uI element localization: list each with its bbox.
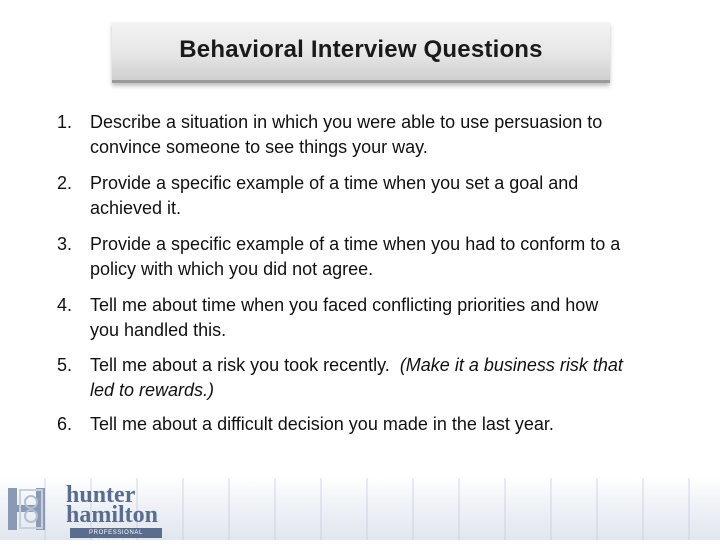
question-text-line2: led to rewards.) [90,380,215,400]
question-text-line1: Tell me about time when you faced conflicting priorities and how [90,295,599,315]
question-text-line1: Describe a situation in which you were able to use persuasion to [90,112,603,132]
footer-banner [0,478,720,546]
question-text-plain: Tell me about a risk you took recently. [90,355,400,375]
question-text-line1 [90,353,623,377]
question-number: 5. [57,355,73,375]
question-number: 1. [57,112,73,132]
question-text-line1: Tell me about a difficult decision you made in the last year. [90,414,554,434]
question-text-line1: Provide a specific example of a time when you set a goal and [90,173,579,193]
hunter-hamilton-logo-mark [6,484,60,534]
logo-wordmark-hamilton: hamilton [66,502,159,528]
question-text-line1: Provide a specific example of a time when you had to conform to a [90,234,621,254]
slide-title: Behavioral Interview Questions [179,36,543,63]
question-number: 4. [57,295,73,315]
logo-tagline: PROFESSIONAL RESOURCES [70,528,162,538]
question-text-line2: policy with which you did not agree. [90,259,374,279]
question-text-line2: achieved it. [90,198,182,218]
question-number: 6. [57,414,73,434]
question-number: 3. [57,234,73,254]
question-text-line2: you handled this. [90,320,227,340]
logo-wordmark-hunter: hunter [66,482,136,508]
question-number: 2. [57,173,73,193]
question-text-line2: convince someone to see things your way. [90,137,428,157]
question-text-italic: (Make it a business risk that [399,355,623,375]
